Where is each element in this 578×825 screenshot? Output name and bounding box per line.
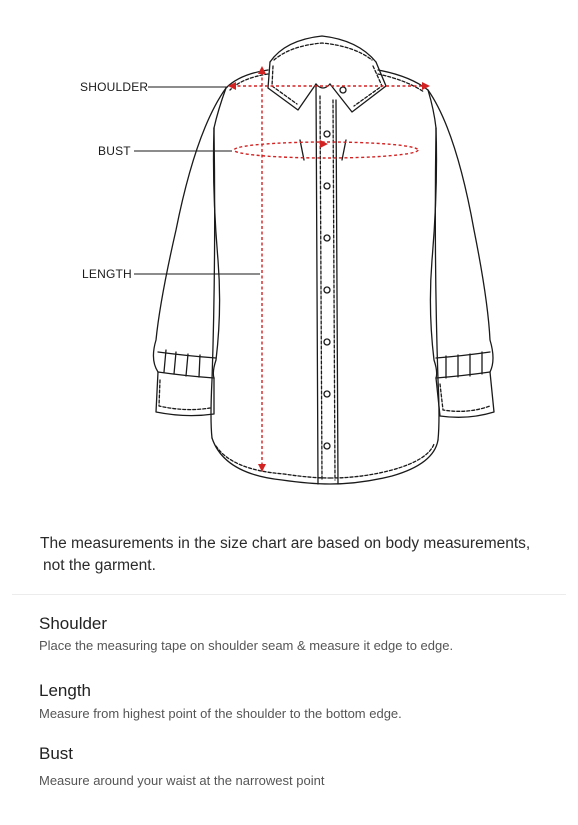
measurement-note (40, 533, 560, 577)
bust-title: Bust (39, 744, 74, 763)
length-callout-label: LENGTH (82, 267, 132, 281)
shoulder-description: Place the measuring tape on shoulder seam & measure it edge to edge. (39, 638, 454, 653)
bust-description: Measure around your waist at the narrowest point (39, 773, 325, 788)
callout-leaders (134, 87, 260, 274)
note-line-1: The measurements in the size chart are based on body measurements, (40, 535, 531, 552)
placket-buttons (324, 131, 330, 449)
measurement-arrows (228, 66, 430, 472)
shoulder-callout-label: SHOULDER (80, 80, 149, 94)
bust-callout-label: BUST (98, 144, 131, 158)
shirt-illustration (153, 36, 494, 484)
note-line-2: not the garment. (43, 557, 156, 574)
length-title: Length (39, 681, 91, 700)
length-description: Measure from highest point of the shoulder to the bottom edge. (39, 706, 402, 721)
shoulder-title: Shoulder (39, 614, 108, 633)
section-divider (12, 594, 566, 595)
